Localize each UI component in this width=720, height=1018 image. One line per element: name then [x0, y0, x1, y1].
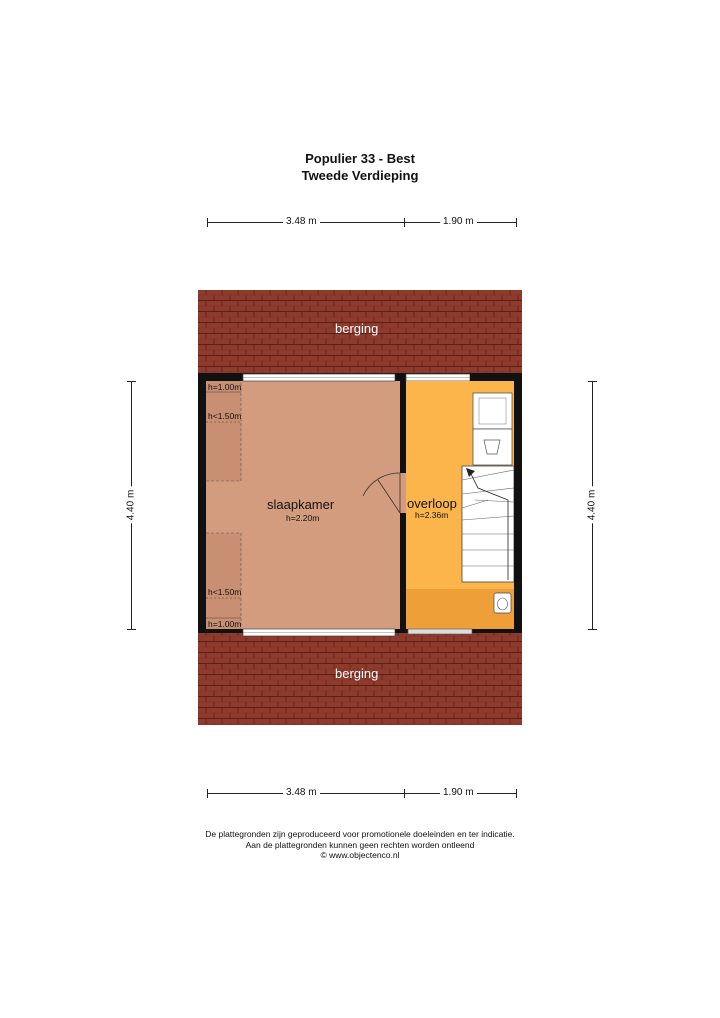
- landing-bottom-right-wall: [514, 381, 522, 633]
- plan-subtitle: Tweede Verdieping: [301, 168, 419, 183]
- height-mark-bottom-100: h=1.00m: [208, 619, 242, 629]
- room-height-overloop: h=2.36m: [415, 510, 449, 520]
- room-label-slaapkamer: slaapkamer: [267, 497, 335, 512]
- cabinet-inner: [479, 398, 506, 424]
- cabinet-lower: [473, 429, 512, 465]
- dim-label-bottom-left: 3.48 m: [283, 787, 320, 799]
- room-height-slaapkamer: h=2.20m: [286, 513, 320, 523]
- dim-label-left: 4.40 m: [125, 487, 137, 524]
- disclaimer-line-2: Aan de plattegronden kunnen geen rechten worden ontleend: [245, 839, 475, 850]
- disclaimer-line-1: De plattegronden zijn geproduceerd voor promotionele doeleinden en ter indicatie.: [205, 829, 515, 839]
- staircase: [462, 466, 514, 582]
- room-label-berging-bottom: berging: [335, 666, 379, 681]
- landing-notch-wall: [470, 373, 522, 381]
- room-label-berging-top: berging: [335, 321, 379, 336]
- height-mark-bottom-150: h<1.50m: [208, 587, 242, 597]
- dim-label-top-left: 3.48 m: [283, 216, 320, 228]
- door-opening: [400, 473, 406, 513]
- height-mark-top-100: h=1.00m: [208, 382, 242, 392]
- bedroom-low-zone-bottom: [206, 533, 241, 629]
- dim-label-bottom-right: 1.90 m: [440, 787, 477, 799]
- plan-title: Populier 33 - Best: [305, 151, 415, 166]
- room-label-overloop: overloop: [407, 496, 457, 511]
- dim-label-top-right: 1.90 m: [440, 216, 477, 228]
- dim-label-right: 4.40 m: [586, 487, 598, 524]
- disclaimer-line-3: © www.objectenco.nl: [320, 850, 400, 860]
- height-mark-top-150: h<1.50m: [208, 411, 242, 421]
- disclaimer: [0, 829, 720, 861]
- window-bottom-landing: [408, 629, 472, 634]
- bedroom-low-zone-top: [206, 381, 241, 481]
